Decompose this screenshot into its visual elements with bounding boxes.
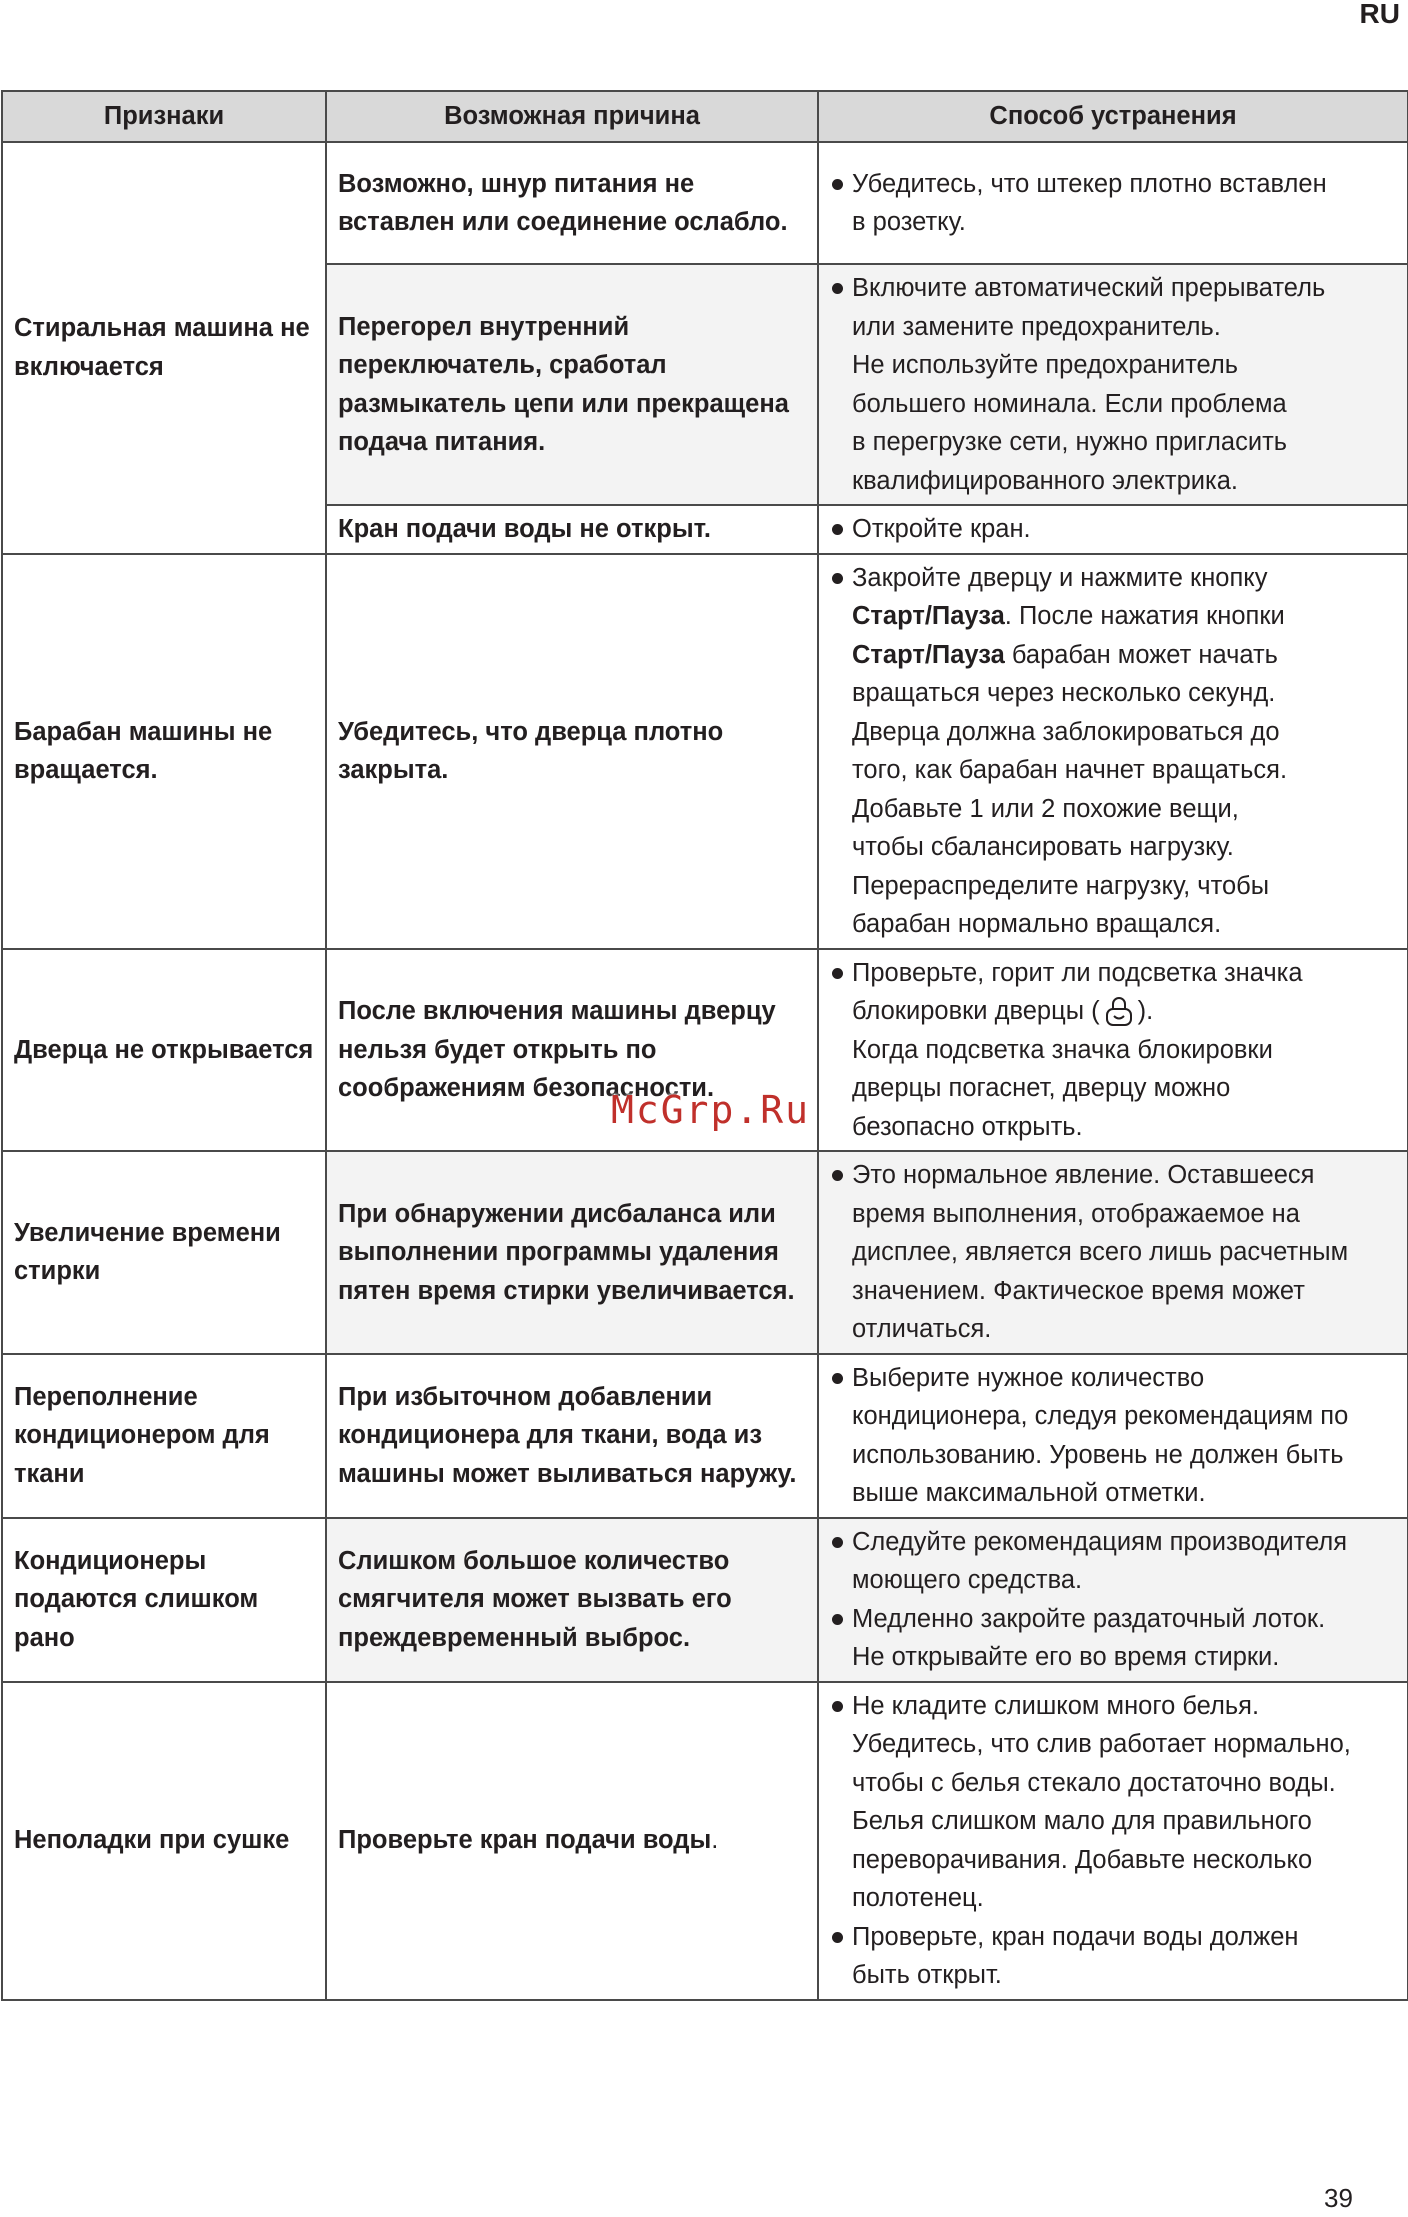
solution-line: квалифицированного электрика.: [852, 466, 1238, 495]
solution-bullet: [830, 165, 1396, 242]
cause-cell: Убедитесь, что дверца плотно закрыта.: [326, 554, 818, 949]
solution-line: Откройте кран.: [852, 515, 1031, 543]
cause-tail: .: [711, 1826, 719, 1855]
table-row: [2, 142, 1408, 264]
solution-line: время выполнения, отображаемое на: [852, 1199, 1300, 1228]
cause-cell: Возможно, шнур питания не вставлен или соединение ослабло.: [326, 142, 818, 264]
solution-line: полотенец.: [852, 1884, 984, 1912]
solution-line: быть открыт.: [852, 1961, 1002, 1989]
solution-line: моющего средства.: [852, 1566, 1083, 1594]
solution-line: Не используйте предохранитель: [852, 351, 1239, 379]
symptom-cell: Барабан машины не вращается.: [2, 554, 326, 949]
page-number: 39: [1324, 2183, 1353, 2213]
solution-cell: [818, 1151, 1408, 1354]
solution-line: значением. Фактическое время может: [852, 1276, 1305, 1305]
solution-cell: [818, 142, 1408, 264]
solution-line: вращаться через несколько секунд.: [852, 679, 1276, 707]
header-cause: Возможная причина: [326, 91, 818, 142]
symptom-cell: Переполнение кондиционером для ткани: [2, 1354, 326, 1518]
symptom-cell: Неполадки при сушке: [2, 1682, 326, 2000]
solution-line: Убедитесь, что слив работает нормально,: [852, 1730, 1351, 1758]
solution-line: [852, 597, 1396, 636]
solution-cell: [818, 1518, 1408, 1682]
symptom-cell: Стиральная машина не включается: [2, 142, 326, 554]
solution-line: Выберите нужное количество: [852, 1363, 1205, 1392]
solution-cell: [818, 949, 1408, 1152]
cause-cell: Слишком большое количество смягчителя может вызвать его преждевременный выброс.: [326, 1518, 818, 1682]
solution-bullet: [830, 1156, 1396, 1349]
solution-line: выше максимальной отметки.: [852, 1479, 1206, 1507]
solution-bullet: [830, 954, 1396, 1147]
solution-line: Когда подсветка значка блокировки: [852, 1035, 1273, 1064]
table-row: [2, 554, 1408, 949]
solution-line: или замените предохранитель.: [852, 312, 1221, 341]
solution-line: Убедитесь, что штекер плотно вставлен: [852, 169, 1327, 198]
solution-line: чтобы сбалансировать нагрузку.: [852, 833, 1234, 861]
solution-line: Не кладите слишком много белья.: [852, 1691, 1260, 1720]
solution-line: Дверца должна заблокироваться до: [852, 717, 1280, 746]
symptom-cell: Дверца не открывается: [2, 949, 326, 1152]
solution-line: [852, 636, 1396, 675]
table-header-row: [2, 91, 1408, 142]
solution-line: Медленно закройте раздаточный лоток.: [852, 1604, 1326, 1633]
watermark: McGrp.Ru: [611, 1088, 811, 1132]
solution-bullet: [830, 510, 1396, 549]
solution-cell: [818, 554, 1408, 949]
solution-cell: [818, 264, 1408, 505]
start-pause-label: Старт/Пауза: [852, 602, 1005, 630]
door-lock-icon: [1102, 997, 1136, 1027]
solution-line: Перераспределите нагрузку, чтобы: [852, 871, 1270, 900]
table-row: [2, 1151, 1408, 1354]
solution-line: кондиционера, следуя рекомендациям по: [852, 1402, 1349, 1430]
solution-text: блокировки дверцы (: [852, 997, 1100, 1025]
table-row: [2, 1518, 1408, 1682]
solution-bullet: [830, 269, 1396, 500]
solution-line: чтобы с белья стекало достаточно воды.: [852, 1768, 1336, 1797]
cause-cell: При обнаружении дисбаланса или выполнении программы удаления пятен время стирки увеличивается.: [326, 1151, 818, 1354]
solution-bullet: [830, 1359, 1396, 1513]
header-solution: Способ устранения: [818, 91, 1408, 142]
solution-cell: [818, 1682, 1408, 2000]
solution-bullet: [830, 1600, 1396, 1677]
language-label: RU: [1359, 0, 1400, 29]
solution-line: Белья слишком мало для правильного: [852, 1807, 1312, 1835]
solution-line: отличаться.: [852, 1315, 992, 1343]
solution-line: в розетку.: [852, 208, 966, 236]
solution-bullet: [830, 1687, 1396, 1918]
cause-text: Проверьте кран подачи воды: [338, 1826, 712, 1855]
cause-cell: [326, 1682, 818, 2000]
solution-line: того, как барабан начнет вращаться.: [852, 756, 1288, 784]
solution-text: барабан может начать: [1004, 640, 1278, 669]
solution-line: большего номинала. Если проблема: [852, 389, 1287, 418]
solution-line: Включите автоматический прерыватель: [852, 274, 1326, 302]
cause-cell: После включения машины дверцу нельзя будет открыть по соображениям безопасности.: [326, 949, 818, 1152]
troubleshooting-table: [1, 90, 1408, 2001]
solution-line: [852, 992, 1396, 1031]
table-row: [2, 1354, 1408, 1518]
cause-cell: Кран подачи воды не открыт.: [326, 505, 818, 554]
solution-bullet: [830, 1523, 1396, 1600]
symptom-cell: Кондиционеры подаются слишком рано: [2, 1518, 326, 1682]
solution-text: . После нажатия кнопки: [1004, 602, 1285, 630]
solution-line: Проверьте, горит ли подсветка значка: [852, 958, 1303, 987]
solution-cell: [818, 1354, 1408, 1518]
solution-line: переворачивания. Добавьте несколько: [852, 1845, 1313, 1874]
solution-bullet: [830, 1918, 1396, 1995]
solution-line: Добавьте 1 или 2 похожие вещи,: [852, 794, 1239, 823]
solution-line: Проверьте, кран подачи воды должен: [852, 1922, 1299, 1951]
solution-line: в перегрузке сети, нужно пригласить: [852, 428, 1288, 456]
cause-cell: Перегорел внутренний переключатель, сработал размыкатель цепи или прекращена подача питания.: [326, 264, 818, 505]
table-row: [2, 1682, 1408, 2000]
solution-line: безопасно открыть.: [852, 1112, 1083, 1141]
solution-cell: [818, 505, 1408, 554]
start-pause-label: Старт/Пауза: [852, 640, 1005, 669]
solution-line: Закройте дверцу и нажмите кнопку: [852, 563, 1268, 592]
cause-cell: При избыточном добавлении кондиционера для ткани, вода из машины может выливаться наружу.: [326, 1354, 818, 1518]
solution-line: барабан нормально вращался.: [852, 910, 1222, 938]
solution-bullet: [830, 559, 1396, 944]
header-symptoms: Признаки: [2, 91, 326, 142]
solution-line: дверцы погаснет, дверцу можно: [852, 1074, 1231, 1102]
solution-line: использованию. Уровень не должен быть: [852, 1440, 1344, 1469]
symptom-cell: Увеличение времени стирки: [2, 1151, 326, 1354]
solution-line: Не открывайте его во время стирки.: [852, 1643, 1280, 1671]
solution-line: дисплее, является всего лишь расчетным: [852, 1238, 1349, 1266]
solution-line: Это нормальное явление. Оставшееся: [852, 1161, 1315, 1189]
solution-line: Следуйте рекомендациям производителя: [852, 1527, 1348, 1556]
solution-text: ).: [1137, 997, 1154, 1025]
